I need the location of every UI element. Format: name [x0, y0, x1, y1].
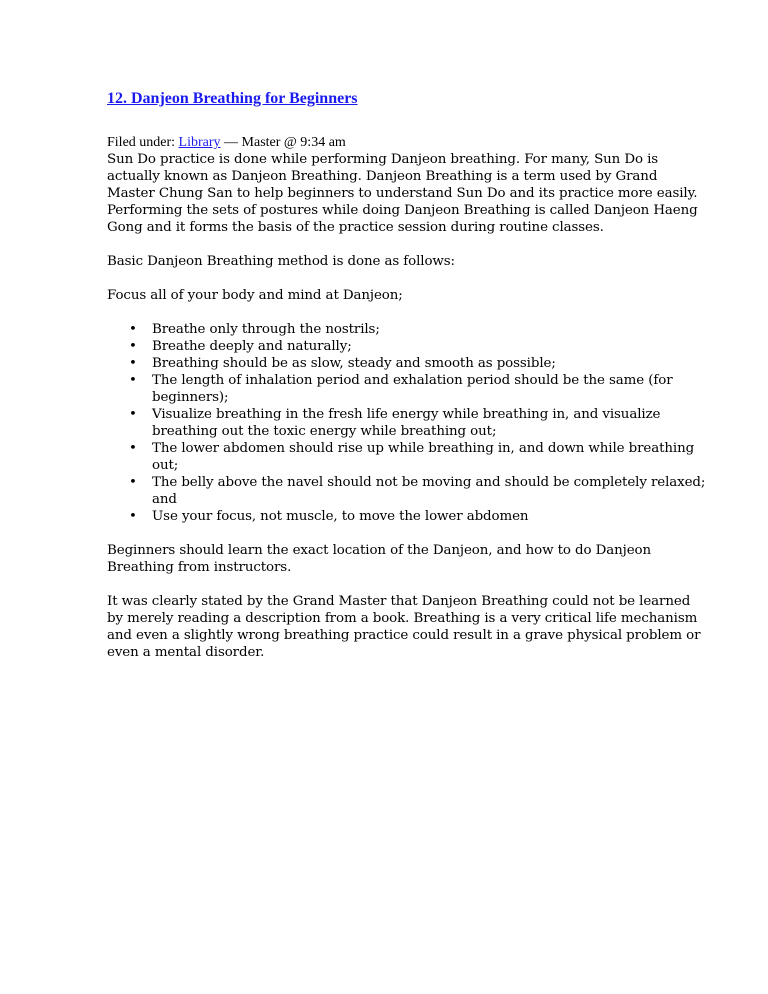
list-item-text: The lower abdomen should rise up while breathing in, and down while breathing out; — [152, 441, 695, 473]
method-paragraph: Basic Danjeon Breathing method is done as follows: — [107, 254, 455, 269]
learn-paragraph: Beginners should learn the exact location of the Danjeon, and how to do Danjeon Breathing from instructors. — [107, 543, 652, 575]
bullet-icon: • — [129, 373, 137, 388]
list-item — [129, 321, 707, 338]
bullet-icon: • — [129, 356, 137, 371]
list-item-text: Breathing should be as slow, steady and smooth as possible; — [152, 356, 556, 371]
author-time: — Master @ 9:34 am — [224, 135, 346, 150]
bullet-icon: • — [129, 475, 137, 490]
filed-under-label: Filed under: — [107, 135, 176, 150]
list-item — [129, 372, 707, 406]
intro-paragraph: Sun Do practice is done while performing Danjeon breathing. For many, Sun Do is actually known as Danjeon Breathing. Danjeon Breathing is a term used by Grand Master Chung San to help beginners to understand Sun Do and its practice more easily. Performing the sets of postures while doing Danjeon Breathing is called Danjeon Haeng Gong and it forms the basis of the practice session during routine classes. — [107, 152, 698, 235]
post-body — [107, 151, 707, 661]
list-item — [129, 338, 707, 355]
list-item-text: Visualize breathing in the fresh life energy while breathing in, and visualize breathing out the toxic energy while breathing out; — [152, 407, 661, 439]
list-item-text: Use your focus, not muscle, to move the lower abdomen — [152, 509, 529, 524]
breathing-steps-list — [107, 321, 707, 525]
post-title-link[interactable]: 12. Danjeon Breathing for Beginners — [107, 90, 358, 107]
list-item — [129, 406, 707, 440]
bullet-icon: • — [129, 509, 137, 524]
category-link[interactable]: Library — [178, 135, 221, 150]
focus-paragraph: Focus all of your body and mind at Danjeon; — [107, 288, 403, 303]
list-item — [129, 355, 707, 372]
list-item — [129, 508, 707, 525]
list-item — [129, 474, 707, 508]
bullet-icon: • — [129, 441, 137, 456]
list-item — [129, 440, 707, 474]
list-item-text: Breathe deeply and naturally; — [152, 339, 352, 354]
bullet-icon: • — [129, 322, 137, 337]
post-meta — [107, 134, 707, 151]
document-page — [107, 88, 707, 678]
bullet-icon: • — [129, 339, 137, 354]
list-item-text: The length of inhalation period and exhalation period should be the same (for beginners); — [152, 373, 673, 405]
warning-paragraph: It was clearly stated by the Grand Master that Danjeon Breathing could not be learned by merely reading a description from a book. Breathing is a very critical life mechanism and even a slightly wrong breathing practice could result in a grave physical problem or even a mental disorder. — [107, 594, 701, 660]
list-item-text: Breathe only through the nostrils; — [152, 322, 380, 337]
post-title — [107, 88, 707, 110]
bullet-icon: • — [129, 407, 137, 422]
list-item-text: The belly above the navel should not be moving and should be completely relaxed; and — [152, 475, 706, 507]
